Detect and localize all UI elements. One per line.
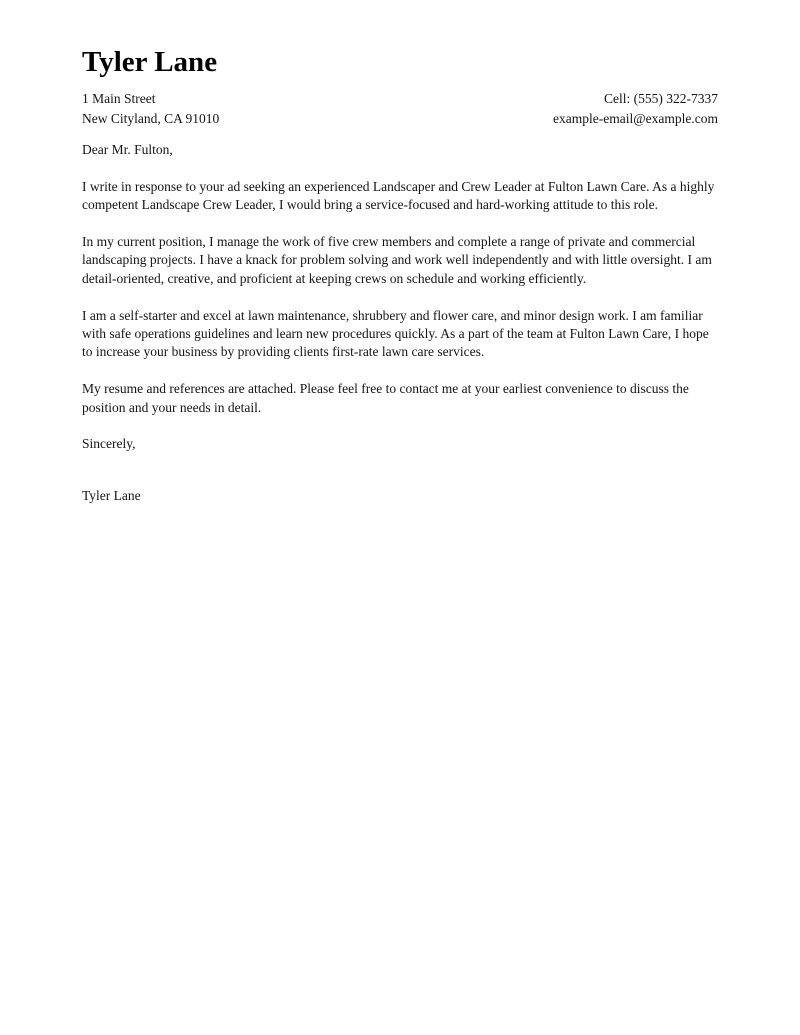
sender-address-line-1: 1 Main Street <box>82 91 156 106</box>
sender-contact <box>553 89 718 129</box>
sender-phone: Cell: (555) 322-7337 <box>604 91 718 106</box>
sender-address-line-2: New Cityland, CA 91010 <box>82 111 220 126</box>
letter-author-name: Tyler Lane <box>82 46 218 78</box>
closing: Sincerely, <box>82 436 136 452</box>
body-paragraph-3: I am a self-starter and excel at lawn maintenance, shrubbery and flower care, and minor design work. I am familiar with safe operations guidelines and learn new procedures quickly. As a part of the team at Fulton Lawn Care, I hope to increase your business by providing clients first-rate lawn care services. <box>82 307 709 360</box>
sender-address <box>82 89 219 129</box>
body-paragraph-1: I write in response to your ad seeking an experienced Landscaper and Crew Leader at Fulton Lawn Care. As a highly competent Landscape Crew Leader, I would bring a service-focused and hard-working attitude to this role. <box>82 178 715 213</box>
body-paragraph-4: My resume and references are attached. Please feel free to contact me at your earliest convenience to discuss the position and your needs in detail. <box>82 381 689 415</box>
sender-email: example-email@example.com <box>553 111 718 126</box>
signature-name: Tyler Lane <box>82 487 141 503</box>
salutation: Dear Mr. Fulton, <box>82 142 173 157</box>
letter-header <box>82 89 718 129</box>
body-paragraph-2: In my current position, I manage the work of five crew members and complete a range of private and commercial landscaping projects. I have a knack for problem solving and work well independently and with little oversight. I am detail-oriented, creative, and proficient at keeping crews on schedule and working efficiently. <box>82 234 712 286</box>
